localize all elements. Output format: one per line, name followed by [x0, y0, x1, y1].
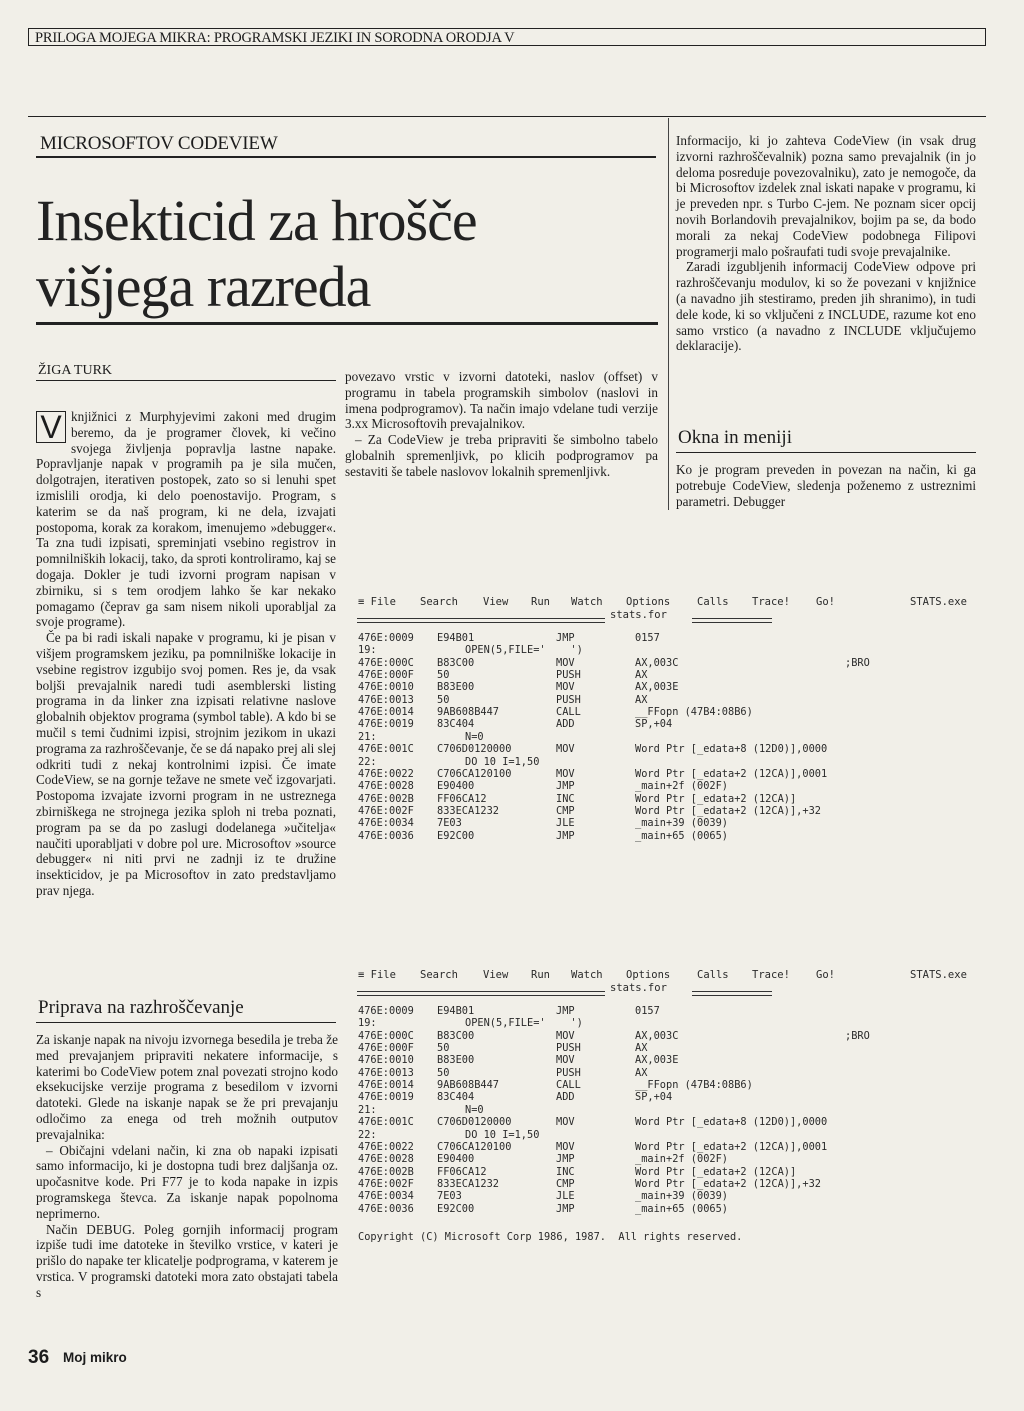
- magazine-name: Moj mikro: [63, 1350, 127, 1365]
- intro-column: [36, 409, 336, 899]
- source-file-label: stats.for: [610, 609, 667, 621]
- code-cell-r8-c1: N=0: [465, 730, 484, 743]
- code-cell-r3-c0: 476E:000F: [358, 669, 414, 682]
- source-file-label: stats.for: [610, 982, 667, 994]
- code-cell-r2-c3: AX,003C: [635, 1029, 679, 1042]
- code-cell-r4-c3: AX,003E: [635, 681, 679, 694]
- code-cell-r13-c2: INC: [556, 1165, 575, 1178]
- intro-paragraph-1: V knjižnici z Murphyjevimi zakoni med drugim beremo, da je programer človek, ki večino svojega življenja popravlja lastne napake. Popravljanje napak v programih pa je sila mučen, dolgotrajen, iterativen postopek, zato so si lenuhi spet izmislili orodja, ki delo poenostavijo. Program, s katerim se da naš program, ki ne dela, izvajati postopoma, korak za korakom, imenujemo »debugger«. Ta zna tudi izpisati, spreminjati vsebino registrov in pomnilniških lokacij, tako, da sproti kontroliramo, kaj se dogaja. Dokler je tudi izvorni program napisan v zbirniku, si s tem orodjem lahko še kar nekako pomagamo (čeprav ga sam nisem nikoli uporabljal za svoje programe).: [36, 409, 336, 630]
- code-cell-r10-c0: 22:: [358, 755, 377, 768]
- code-cell-r15-c1: 7E03: [437, 1190, 462, 1203]
- code-cell-r1-c1: OPEN(5,FILE=' '): [465, 1017, 583, 1030]
- code-cell-r5-c1: 50: [437, 1066, 450, 1079]
- code-cell-r0-c2: JMP: [556, 632, 575, 644]
- code-cell-r16-c2: JMP: [556, 829, 575, 842]
- code-cell-r12-c2: JMP: [556, 1153, 575, 1166]
- code-cell-r2-c2: MOV: [556, 1029, 575, 1042]
- priprava-paragraph-1: Za iskanje napak na nivoju izvornega besedila je treba že med prevajanjem pripraviti nekatere informacije, s katerimi bo CodeView potem znal povezati strojno kodo eksekucijske verzije programa z besedilom v izvorni datoteki. Glede na iskanje napak se že pri prevajanju odločimo za enega od treh možnih outputov prevajalnika:: [36, 1032, 338, 1142]
- priprava-paragraph-2: – Običajni vdelani način, ki zna ob napaki izpisati samo informacijo, ki je dostopna tudi brez daljšanja oz. upočasnitve kode. Pri F77 je to koda napake in izpis programskega števca. Za iskanje napak popolnoma neprimerno.: [36, 1142, 338, 1221]
- section-label: MICROSOFTOV CODEVIEW: [40, 133, 278, 154]
- code-cell-r1-c0: 19:: [358, 1017, 377, 1030]
- headline: [36, 188, 656, 320]
- code-cell-r5-c3: AX: [635, 693, 648, 706]
- code-cell-r16-c0: 476E:0036: [358, 829, 414, 842]
- menu-item-9[interactable]: STATS.exe: [910, 596, 967, 608]
- code-cell-r9-c2: MOV: [556, 743, 575, 756]
- menu-item-2[interactable]: View: [483, 969, 509, 981]
- code-cell-r5-c3: AX: [635, 1066, 648, 1079]
- menu-item-3[interactable]: Run: [531, 596, 550, 608]
- code-cell-r0-c3: 0157: [635, 1005, 660, 1017]
- code-cell-r12-c1: E90400: [437, 1153, 475, 1166]
- code-cell-r9-c1: C706D0120000: [437, 1116, 512, 1129]
- priprava-column: [36, 1032, 338, 1301]
- code-cell-r0-c3: 0157: [635, 632, 660, 644]
- code-cell-r15-c2: JLE: [556, 817, 575, 830]
- code-cell-r11-c1: C706CA120100: [437, 1140, 512, 1153]
- code-cell-r5-c0: 476E:0013: [358, 693, 414, 706]
- article-top-rule: [28, 116, 986, 117]
- code-cell-r6-c1: 9AB608B447: [437, 706, 499, 719]
- menu-item-6[interactable]: Calls: [697, 969, 729, 981]
- code-cell-r6-c0: 476E:0014: [358, 706, 414, 719]
- code-cell-r7-c3: SP,+04: [635, 718, 673, 731]
- code-cell-r5-c2: PUSH: [556, 693, 581, 706]
- code-cell-r8-c1: N=0: [465, 1103, 484, 1116]
- code-cell-r11-c3: Word Ptr [_edata+2 (12CA)],0001: [635, 1140, 828, 1153]
- code-cell-r9-c0: 476E:001C: [358, 743, 414, 756]
- right-paragraph-1: Informacijo, ki jo zahteva CodeView (in vsak drug izvorni razhroščevalnik) pozna samo prevajalnik (in jo deloma posreduje povezovalniku), zato je nemogoče, da bi Microsoftov izdelek znal iskati napake v programu, ki je preveden npr. s Turbo C-jem. Ne poznam sicer opcij novih Borlandovih prevajalnikov, bojim pa se, da bodo morali za nekaj CodeView podobnega Filipovi programerji malo pošraufati tudi svoje prevajalnike.: [676, 133, 976, 259]
- code-cell-r7-c0: 476E:0019: [358, 1091, 414, 1104]
- code-cell-r12-c3: _main+2f (002F): [635, 780, 728, 793]
- headline-line-2: višjega razreda: [36, 254, 371, 319]
- code-cell-r7-c2: ADD: [556, 1091, 575, 1104]
- dropcap: V: [36, 411, 66, 443]
- menu-item-2[interactable]: View: [483, 596, 509, 608]
- code-cell-r0-c1: E94B01: [437, 1005, 475, 1017]
- menu-item-1[interactable]: Search: [420, 969, 458, 981]
- code-cell-r16-c3: _main+65 (0065): [635, 1202, 728, 1215]
- code-cell-r14-c2: CMP: [556, 804, 575, 817]
- menu-item-9[interactable]: STATS.exe: [910, 969, 967, 981]
- menu-item-0[interactable]: ≡ File: [358, 969, 396, 981]
- title-bar-rule-left: [357, 991, 605, 996]
- code-cell-r3-c1: 50: [437, 669, 450, 682]
- code-cell-r6-c2: CALL: [556, 1079, 581, 1092]
- code-cell-r13-c0: 476E:002B: [358, 1165, 414, 1178]
- code-cell-r0-c2: JMP: [556, 1005, 575, 1017]
- code-cell-r11-c0: 476E:0022: [358, 767, 414, 780]
- code-cell-r9-c3: Word Ptr [_edata+8 (12D0)],0000: [635, 1116, 828, 1129]
- code-cell-r15-c2: JLE: [556, 1190, 575, 1203]
- code-cell-r11-c3: Word Ptr [_edata+2 (12CA)],0001: [635, 767, 828, 780]
- code-cell-r0-c0: 476E:0009: [358, 632, 414, 644]
- code-cell-r13-c0: 476E:002B: [358, 792, 414, 805]
- code-cell-r7-c1: 83C404: [437, 718, 475, 731]
- code-cell-r2-c2: MOV: [556, 656, 575, 669]
- code-cell-r3-c2: PUSH: [556, 669, 581, 682]
- code-cell-r2-c0: 476E:000C: [358, 656, 414, 669]
- column-divider-right: [668, 118, 669, 510]
- code-cell-r15-c1: 7E03: [437, 817, 462, 830]
- code-cell-r4-c1: B83E00: [437, 1054, 475, 1067]
- code-cell-r0-c0: 476E:0009: [358, 1005, 414, 1017]
- code-cell-r6-c2: CALL: [556, 706, 581, 719]
- menu-item-5[interactable]: Options: [626, 596, 671, 608]
- code-cell-r14-c3: Word Ptr [_edata+2 (12CA)],+32: [635, 804, 821, 817]
- running-header: PRILOGA MOJEGA MIKRA: PROGRAMSKI JEZIKI IN SORODNA ORODJA V: [28, 28, 986, 46]
- code-cell-r13-c3: Word Ptr [_edata+2 (12CA)]: [635, 792, 797, 805]
- code-cell-r12-c2: JMP: [556, 780, 575, 793]
- code-cell-r3-c1: 50: [437, 1042, 450, 1055]
- author-byline: ŽIGA TURK: [38, 363, 113, 378]
- code-cell-r9-c3: Word Ptr [_edata+8 (12D0)],0000: [635, 743, 828, 756]
- code-cell-r6-c3: __FFopn (47B4:08B6): [635, 706, 753, 719]
- code-cell-r7-c1: 83C404: [437, 1091, 475, 1104]
- code-cell-r11-c1: C706CA120100: [437, 767, 512, 780]
- code-cell-r9-c0: 476E:001C: [358, 1116, 414, 1129]
- mid-paragraph-1: povezavo vrstic v izvorni datoteki, naslov (offset) v programu in tabela programskih simbolov (naslovi in imena podprogramov). Ta način imajo vdelane tudi verzije 3.xx Microsoftovih prevajalnikov.: [345, 369, 658, 432]
- code-cell-r7-c2: ADD: [556, 718, 575, 731]
- code-cell-r3-c3: AX: [635, 669, 648, 682]
- code-cell-r8-c0: 21:: [358, 730, 377, 743]
- code-cell-r16-c3: _main+65 (0065): [635, 829, 728, 842]
- intro-paragraph-2: Če pa bi radi iskali napake v programu, ki je pisan v višjem programskem jeziku, pa pomnilniške lokacije in vsebine registrov izgubijo svoj pomen. Res je, da vsak boljši prevajalnik naredi tudi asemblerski listing programa in da linker zna izpisati relativne naslove globalnih objektov programa (symbol table). A kdo bi se mučil s temi čudnimi izpisi, strojnim jezikom in ukazi programa za razhroščevanje, če se dá napako prej ali slej odkriti tudi z nekaj kontrolnimi izpisi. Če imate CodeView, se na gornje težave ne smete več izgovarjati. Postopoma izvajate izvorni program in ne ustreznega zbirniškega ne strojnega jezika sploh ni treba poznati, program pa se da po zaslugi dodelanega »učitelja« naučiti uporabljati v dobre pol ure. Microsoftov »source debugger« ni niti prvi ne zadnji iz te družine insekticidov, je pa Microsoftov in zato predstavljamo prav njega.: [36, 630, 336, 898]
- menu-item-0[interactable]: ≡ File: [358, 596, 396, 608]
- code-cell-r5-c1: 50: [437, 693, 450, 706]
- code-cell-r4-c2: MOV: [556, 1054, 575, 1067]
- menu-item-4[interactable]: Watch: [571, 596, 603, 608]
- code-cell-r10-c1: DO 10 I=1,50: [465, 1128, 540, 1141]
- subhead-okna-rule: [676, 452, 976, 453]
- menu-item-7[interactable]: Trace!: [752, 596, 790, 608]
- code-cell-r14-c1: 833ECA1232: [437, 804, 499, 817]
- menu-item-1[interactable]: Search: [420, 596, 458, 608]
- code-cell-r4-c0: 476E:0010: [358, 1054, 414, 1067]
- code-cell-r4-c1: B83E00: [437, 681, 475, 694]
- author-rule: [36, 380, 336, 381]
- code-cell-r9-c2: MOV: [556, 1116, 575, 1129]
- code-cell-r15-c0: 476E:0034: [358, 817, 414, 830]
- right-column: [676, 133, 976, 354]
- title-bar-rule-left: [357, 618, 605, 623]
- code-cell-r2-c0: 476E:000C: [358, 1029, 414, 1042]
- code-cell-r3-c3: AX: [635, 1042, 648, 1055]
- subhead-okna: Okna in meniji: [678, 427, 792, 448]
- menu-item-3[interactable]: Run: [531, 969, 550, 981]
- code-cell-r1-c1: OPEN(5,FILE=' '): [465, 644, 583, 657]
- code-cell-r16-c1: E92C00: [437, 829, 475, 842]
- code-cell-r16-c0: 476E:0036: [358, 1202, 414, 1215]
- code-cell-r2-c3: AX,003C: [635, 656, 679, 669]
- headline-line-1: Insekticid za hrošče: [36, 188, 477, 253]
- okna-paragraph: Ko je program preveden in povezan na način, ki ga potrebuje CodeView, sledenja poženemo z ustreznimi parametri. Debugger: [676, 462, 976, 509]
- code-cell-r12-c0: 476E:0028: [358, 1153, 414, 1166]
- code-cell-r12-c0: 476E:0028: [358, 780, 414, 793]
- code-cell-r16-c2: JMP: [556, 1202, 575, 1215]
- code-cell-r15-c3: _main+39 (0039): [635, 1190, 728, 1203]
- code-cell-r6-c1: 9AB608B447: [437, 1079, 499, 1092]
- section-label-rule: [36, 156, 656, 158]
- code-cell-r12-c3: _main+2f (002F): [635, 1153, 728, 1166]
- subhead-priprava: Priprava na razhroščevanje: [38, 997, 244, 1018]
- code-cell-r13-c1: FF06CA12: [437, 1165, 487, 1178]
- code-cell-r13-c3: Word Ptr [_edata+2 (12CA)]: [635, 1165, 797, 1178]
- code-cell-r10-c0: 22:: [358, 1128, 377, 1141]
- menu-item-8[interactable]: Go!: [816, 969, 835, 981]
- code-cell-r1-c0: 19:: [358, 644, 377, 657]
- code-cell-r11-c2: MOV: [556, 767, 575, 780]
- menu-item-6[interactable]: Calls: [697, 596, 729, 608]
- code-cell-r7-c3: SP,+04: [635, 1091, 673, 1104]
- menu-item-8[interactable]: Go!: [816, 596, 835, 608]
- code-cell-r7-c0: 476E:0019: [358, 718, 414, 731]
- code-cell-r6-c3: __FFopn (47B4:08B6): [635, 1079, 753, 1092]
- title-bar-rule-right: [692, 991, 772, 996]
- code-cell-r5-c2: PUSH: [556, 1066, 581, 1079]
- right-paragraph-2: Zaradi izgubljenih informacij CodeView odpove pri razhroščevanju modulov, ki so že povezani v knjižnice (a navadno jih stestiramo, preden jih shranimo), in tudi dele kode, ki so vključeni z INCLUDE, razume kot eno samo vrstico (a navadno z INCLUDE vključujemo deklaracije).: [676, 259, 976, 354]
- code-cell-r9-c1: C706D0120000: [437, 743, 512, 756]
- code-cell-r4-c0: 476E:0010: [358, 681, 414, 694]
- code-cell-r2-c4: ;BRO: [845, 656, 870, 669]
- code-cell-r2-c1: B83C00: [437, 1029, 475, 1042]
- code-cell-r4-c2: MOV: [556, 681, 575, 694]
- code-cell-r15-c0: 476E:0034: [358, 1190, 414, 1203]
- code-cell-r14-c1: 833ECA1232: [437, 1177, 499, 1190]
- code-cell-r2-c4: ;BRO: [845, 1029, 870, 1042]
- code-cell-r5-c0: 476E:0013: [358, 1066, 414, 1079]
- code-cell-r10-c1: DO 10 I=1,50: [465, 755, 540, 768]
- title-bar-rule-right: [692, 618, 772, 623]
- code-cell-r14-c0: 476E:002F: [358, 1177, 414, 1190]
- code-cell-r15-c3: _main+39 (0039): [635, 817, 728, 830]
- mid-paragraph-2: – Za CodeView je treba pripraviti še simbolno tabelo globalnih spremenljivk, po klicih podprogramov pa sestaviti še tabele naslovov lokalnih spremenljivk.: [345, 432, 658, 479]
- code-cell-r14-c3: Word Ptr [_edata+2 (12CA)],+32: [635, 1177, 821, 1190]
- code-cell-r6-c0: 476E:0014: [358, 1079, 414, 1092]
- priprava-paragraph-3: Način DEBUG. Poleg gornjih informacij program izpiše tudi ime datoteke in številko vrstice, v kateri je prišlo do napake ter klicatelje podprograma, v katerem je vrstica. V programski datoteki mora zato obstajati tabela s: [36, 1221, 338, 1300]
- page-number: 36: [28, 1347, 50, 1368]
- code-cell-r11-c2: MOV: [556, 1140, 575, 1153]
- okna-column: [676, 462, 976, 509]
- code-cell-r12-c1: E90400: [437, 780, 475, 793]
- code-cell-r13-c1: FF06CA12: [437, 792, 487, 805]
- headline-rule: [36, 322, 658, 325]
- code-cell-r0-c1: E94B01: [437, 632, 475, 644]
- code-cell-r8-c0: 21:: [358, 1103, 377, 1116]
- code-cell-r14-c0: 476E:002F: [358, 804, 414, 817]
- code-cell-r2-c1: B83C00: [437, 656, 475, 669]
- code-cell-r14-c2: CMP: [556, 1177, 575, 1190]
- middle-column: [345, 369, 658, 480]
- menu-item-7[interactable]: Trace!: [752, 969, 790, 981]
- code-cell-r16-c1: E92C00: [437, 1202, 475, 1215]
- code-cell-r4-c3: AX,003E: [635, 1054, 679, 1067]
- subhead-priprava-rule: [36, 1022, 336, 1023]
- code-cell-r11-c0: 476E:0022: [358, 1140, 414, 1153]
- code-cell-r13-c2: INC: [556, 792, 575, 805]
- menu-item-5[interactable]: Options: [626, 969, 671, 981]
- code-cell-r3-c0: 476E:000F: [358, 1042, 414, 1055]
- copyright-line: Copyright (C) Microsoft Corp 1986, 1987. All rights reserved.: [358, 1231, 743, 1243]
- menu-item-4[interactable]: Watch: [571, 969, 603, 981]
- code-cell-r3-c2: PUSH: [556, 1042, 581, 1055]
